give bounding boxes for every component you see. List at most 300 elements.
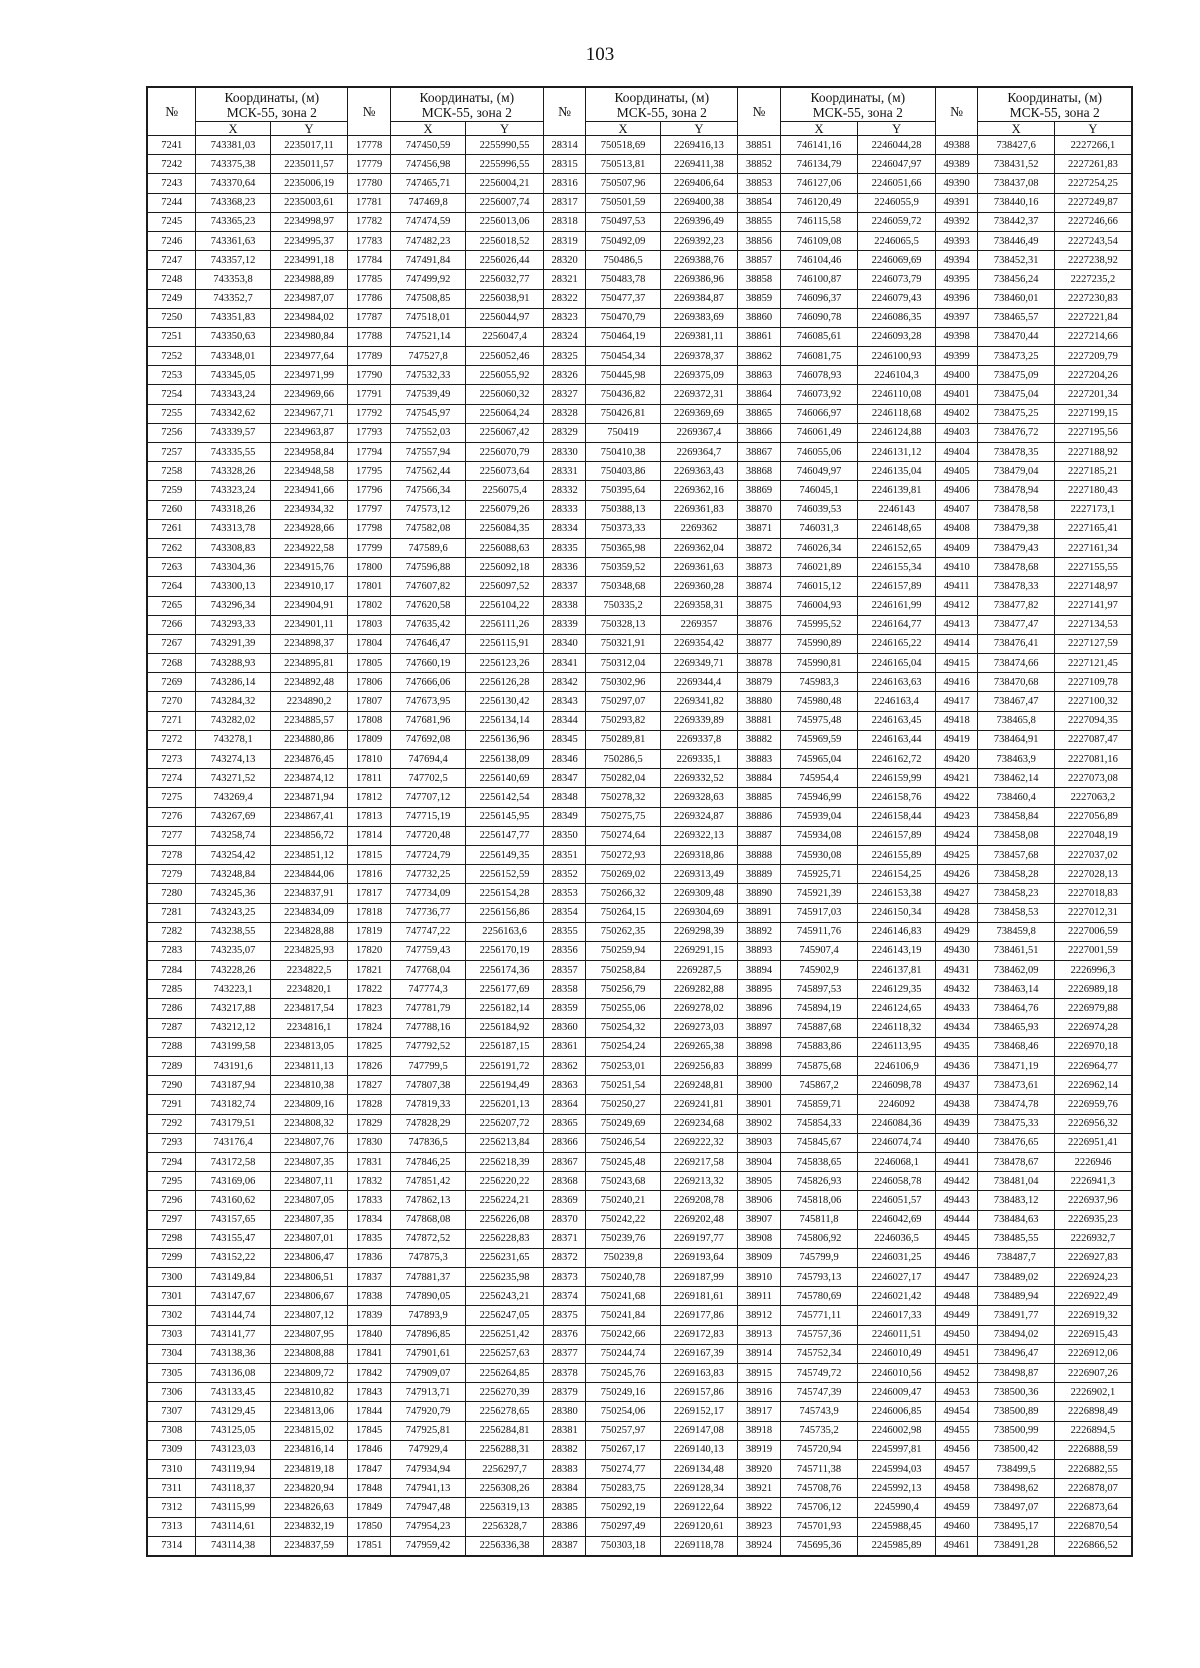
point-number-cell: 7295 xyxy=(147,1172,196,1191)
x-coordinate-cell: 750436,82 xyxy=(586,385,660,404)
y-coordinate-cell: 2256140,69 xyxy=(466,769,544,788)
y-coordinate-cell: 2246073,79 xyxy=(858,270,936,289)
point-number-cell: 28331 xyxy=(543,462,586,481)
point-number-cell: 28333 xyxy=(543,500,586,519)
y-coordinate-cell: 2269372,31 xyxy=(660,385,738,404)
y-coordinate-cell: 2226956,32 xyxy=(1054,1114,1132,1133)
y-coordinate-cell: 2234904,91 xyxy=(270,596,348,615)
y-coordinate-cell: 2256073,64 xyxy=(466,462,544,481)
y-coordinate-cell: 2234815,02 xyxy=(270,1421,348,1440)
point-number-cell: 49397 xyxy=(935,308,978,327)
header-y: Y xyxy=(1054,122,1132,136)
x-coordinate-cell: 743238,55 xyxy=(196,922,270,941)
x-coordinate-cell: 750255,06 xyxy=(586,999,660,1018)
point-number-cell: 17807 xyxy=(348,692,391,711)
point-number-cell: 7293 xyxy=(147,1133,196,1152)
y-coordinate-cell: 2227214,66 xyxy=(1054,327,1132,346)
y-coordinate-cell: 2245988,45 xyxy=(858,1517,936,1536)
y-coordinate-cell: 2269369,69 xyxy=(660,404,738,423)
y-coordinate-cell: 2227087,47 xyxy=(1054,730,1132,749)
table-row xyxy=(147,788,1132,807)
y-coordinate-cell: 2227127,59 xyxy=(1054,634,1132,653)
x-coordinate-cell: 738498,62 xyxy=(978,1479,1055,1498)
point-number-cell: 28366 xyxy=(543,1133,586,1152)
point-number-cell: 38918 xyxy=(738,1421,781,1440)
point-number-cell: 49445 xyxy=(935,1229,978,1248)
point-number-cell: 49411 xyxy=(935,577,978,596)
y-coordinate-cell: 2227148,97 xyxy=(1054,577,1132,596)
y-coordinate-cell: 2269344,4 xyxy=(660,673,738,692)
x-coordinate-cell: 750426,81 xyxy=(586,404,660,423)
table-row xyxy=(147,404,1132,423)
point-number-cell: 7272 xyxy=(147,730,196,749)
x-coordinate-cell: 745875,68 xyxy=(780,1057,858,1076)
x-coordinate-cell: 750388,13 xyxy=(586,500,660,519)
y-coordinate-cell: 2227073,08 xyxy=(1054,769,1132,788)
x-coordinate-cell: 743176,4 xyxy=(196,1133,270,1152)
point-number-cell: 17812 xyxy=(348,788,391,807)
y-coordinate-cell: 2234922,58 xyxy=(270,538,348,557)
y-coordinate-cell: 2234892,48 xyxy=(270,673,348,692)
x-coordinate-cell: 745749,72 xyxy=(780,1364,858,1383)
point-number-cell: 28376 xyxy=(543,1325,586,1344)
x-coordinate-cell: 743115,99 xyxy=(196,1498,270,1517)
point-number-cell: 38863 xyxy=(738,366,781,385)
y-coordinate-cell: 2269273,03 xyxy=(660,1018,738,1037)
x-coordinate-cell: 747707,12 xyxy=(390,788,465,807)
table-row xyxy=(147,1383,1132,1402)
x-coordinate-cell: 747720,48 xyxy=(390,826,465,845)
point-number-cell: 17828 xyxy=(348,1095,391,1114)
point-number-cell: 17815 xyxy=(348,845,391,864)
point-number-cell: 17786 xyxy=(348,289,391,308)
y-coordinate-cell: 2227001,59 xyxy=(1054,941,1132,960)
x-coordinate-cell: 743345,05 xyxy=(196,366,270,385)
point-number-cell: 17819 xyxy=(348,922,391,941)
y-coordinate-cell: 2256170,19 xyxy=(466,941,544,960)
y-coordinate-cell: 2227221,84 xyxy=(1054,308,1132,327)
x-coordinate-cell: 747781,79 xyxy=(390,999,465,1018)
y-coordinate-cell: 2246113,95 xyxy=(858,1037,936,1056)
y-coordinate-cell: 2226866,52 xyxy=(1054,1536,1132,1556)
y-coordinate-cell: 2246163,4 xyxy=(858,692,936,711)
x-coordinate-cell: 745811,8 xyxy=(780,1210,858,1229)
y-coordinate-cell: 2234834,09 xyxy=(270,903,348,922)
x-coordinate-cell: 746026,34 xyxy=(780,538,858,557)
y-coordinate-cell: 2234874,12 xyxy=(270,769,348,788)
x-coordinate-cell: 738474,66 xyxy=(978,654,1055,673)
point-number-cell: 38874 xyxy=(738,577,781,596)
x-coordinate-cell: 738498,87 xyxy=(978,1364,1055,1383)
x-coordinate-cell: 747920,79 xyxy=(390,1402,465,1421)
point-number-cell: 28320 xyxy=(543,251,586,270)
point-number-cell: 49392 xyxy=(935,212,978,231)
x-coordinate-cell: 738431,52 xyxy=(978,155,1055,174)
point-number-cell: 7244 xyxy=(147,193,196,212)
y-coordinate-cell: 2246017,33 xyxy=(858,1306,936,1325)
x-coordinate-cell: 746096,37 xyxy=(780,289,858,308)
x-coordinate-cell: 743125,05 xyxy=(196,1421,270,1440)
point-number-cell: 38870 xyxy=(738,500,781,519)
x-coordinate-cell: 745845,67 xyxy=(780,1133,858,1152)
x-coordinate-cell: 747521,14 xyxy=(390,327,465,346)
x-coordinate-cell: 738458,28 xyxy=(978,865,1055,884)
x-coordinate-cell: 747557,94 xyxy=(390,443,465,462)
y-coordinate-cell: 2234958,84 xyxy=(270,443,348,462)
y-coordinate-cell: 2234809,16 xyxy=(270,1095,348,1114)
y-coordinate-cell: 2256187,15 xyxy=(466,1037,544,1056)
x-coordinate-cell: 747836,5 xyxy=(390,1133,465,1152)
x-coordinate-cell: 743169,06 xyxy=(196,1172,270,1191)
x-coordinate-cell: 738461,51 xyxy=(978,941,1055,960)
y-coordinate-cell: 2269406,64 xyxy=(660,174,738,193)
y-coordinate-cell: 2269222,32 xyxy=(660,1133,738,1152)
point-number-cell: 49422 xyxy=(935,788,978,807)
y-coordinate-cell: 2269361,83 xyxy=(660,500,738,519)
x-coordinate-cell: 750254,06 xyxy=(586,1402,660,1421)
x-coordinate-cell: 745921,39 xyxy=(780,884,858,903)
y-coordinate-cell: 2246055,9 xyxy=(858,193,936,212)
y-coordinate-cell: 2269354,42 xyxy=(660,634,738,653)
table-row xyxy=(147,673,1132,692)
x-coordinate-cell: 738500,89 xyxy=(978,1402,1055,1421)
point-number-cell: 28328 xyxy=(543,404,586,423)
point-number-cell: 17842 xyxy=(348,1364,391,1383)
x-coordinate-cell: 747925,81 xyxy=(390,1421,465,1440)
y-coordinate-cell: 2246098,78 xyxy=(858,1076,936,1095)
y-coordinate-cell: 2234808,88 xyxy=(270,1344,348,1363)
y-coordinate-cell: 2227201,34 xyxy=(1054,385,1132,404)
point-number-cell: 7280 xyxy=(147,884,196,903)
x-coordinate-cell: 747959,42 xyxy=(390,1536,465,1556)
point-number-cell: 49431 xyxy=(935,961,978,980)
y-coordinate-cell: 2234807,05 xyxy=(270,1191,348,1210)
header-coords-label: Координаты, (м) xyxy=(614,89,710,105)
point-number-cell: 38889 xyxy=(738,865,781,884)
point-number-cell: 28326 xyxy=(543,366,586,385)
y-coordinate-cell: 2234806,47 xyxy=(270,1248,348,1267)
y-coordinate-cell: 2246010,56 xyxy=(858,1364,936,1383)
point-number-cell: 7294 xyxy=(147,1152,196,1171)
x-coordinate-cell: 747929,4 xyxy=(390,1440,465,1459)
y-coordinate-cell: 2256220,22 xyxy=(466,1172,544,1191)
x-coordinate-cell: 738465,93 xyxy=(978,1018,1055,1037)
x-coordinate-cell: 738462,09 xyxy=(978,961,1055,980)
x-coordinate-cell: 747474,59 xyxy=(390,212,465,231)
point-number-cell: 28324 xyxy=(543,327,586,346)
x-coordinate-cell: 747539,49 xyxy=(390,385,465,404)
point-number-cell: 49405 xyxy=(935,462,978,481)
x-coordinate-cell: 738462,14 xyxy=(978,769,1055,788)
table-row xyxy=(147,769,1132,788)
point-number-cell: 38860 xyxy=(738,308,781,327)
point-number-cell: 17779 xyxy=(348,155,391,174)
x-coordinate-cell: 738471,19 xyxy=(978,1057,1055,1076)
y-coordinate-cell: 2234991,18 xyxy=(270,251,348,270)
table-row xyxy=(147,577,1132,596)
point-number-cell: 28375 xyxy=(543,1306,586,1325)
table-row xyxy=(147,1364,1132,1383)
y-coordinate-cell: 2256174,36 xyxy=(466,961,544,980)
y-coordinate-cell: 2227048,19 xyxy=(1054,826,1132,845)
y-coordinate-cell: 2269202,48 xyxy=(660,1210,738,1229)
x-coordinate-cell: 747518,01 xyxy=(390,308,465,327)
header-coords-label: Координаты, (м) xyxy=(419,89,515,105)
x-coordinate-cell: 750251,54 xyxy=(586,1076,660,1095)
x-coordinate-cell: 743228,26 xyxy=(196,961,270,980)
x-coordinate-cell: 750239,76 xyxy=(586,1229,660,1248)
y-coordinate-cell: 2269335,1 xyxy=(660,750,738,769)
point-number-cell: 7284 xyxy=(147,961,196,980)
x-coordinate-cell: 750348,68 xyxy=(586,577,660,596)
point-number-cell: 7252 xyxy=(147,347,196,366)
table-row xyxy=(147,174,1132,193)
x-coordinate-cell: 745859,71 xyxy=(780,1095,858,1114)
point-number-cell: 28346 xyxy=(543,750,586,769)
point-number-cell: 28348 xyxy=(543,788,586,807)
point-number-cell: 7271 xyxy=(147,711,196,730)
x-coordinate-cell: 738467,47 xyxy=(978,692,1055,711)
x-coordinate-cell: 743223,1 xyxy=(196,980,270,999)
point-number-cell: 38892 xyxy=(738,922,781,941)
point-number-cell: 7279 xyxy=(147,865,196,884)
y-coordinate-cell: 2269241,81 xyxy=(660,1095,738,1114)
table-row xyxy=(147,212,1132,231)
y-coordinate-cell: 2269118,78 xyxy=(660,1536,738,1556)
x-coordinate-cell: 750240,21 xyxy=(586,1191,660,1210)
point-number-cell: 49418 xyxy=(935,711,978,730)
table-row xyxy=(147,270,1132,289)
point-number-cell: 7261 xyxy=(147,519,196,538)
point-number-cell: 38871 xyxy=(738,519,781,538)
y-coordinate-cell: 2246131,12 xyxy=(858,443,936,462)
x-coordinate-cell: 743172,58 xyxy=(196,1152,270,1171)
y-coordinate-cell: 2246093,28 xyxy=(858,327,936,346)
point-number-cell: 17802 xyxy=(348,596,391,615)
table-row xyxy=(147,826,1132,845)
y-coordinate-cell: 2234807,12 xyxy=(270,1306,348,1325)
point-number-cell: 28330 xyxy=(543,443,586,462)
point-number-cell: 28334 xyxy=(543,519,586,538)
y-coordinate-cell: 2234898,37 xyxy=(270,634,348,653)
point-number-cell: 38861 xyxy=(738,327,781,346)
point-number-cell: 38899 xyxy=(738,1057,781,1076)
y-coordinate-cell: 2234806,51 xyxy=(270,1268,348,1287)
point-number-cell: 38873 xyxy=(738,558,781,577)
point-number-cell: 38876 xyxy=(738,615,781,634)
header-system-label: МСК-55, зона 2 xyxy=(1009,104,1100,120)
x-coordinate-cell: 746061,49 xyxy=(780,423,858,442)
table-row xyxy=(147,1344,1132,1363)
header-x: X xyxy=(390,122,465,136)
x-coordinate-cell: 743258,74 xyxy=(196,826,270,845)
x-coordinate-cell: 738463,14 xyxy=(978,980,1055,999)
x-coordinate-cell: 743199,58 xyxy=(196,1037,270,1056)
x-coordinate-cell: 743282,02 xyxy=(196,711,270,730)
x-coordinate-cell: 750518,69 xyxy=(586,136,660,155)
x-coordinate-cell: 750262,35 xyxy=(586,922,660,941)
y-coordinate-cell: 2226873,64 xyxy=(1054,1498,1132,1517)
x-coordinate-cell: 738458,08 xyxy=(978,826,1055,845)
x-coordinate-cell: 750250,27 xyxy=(586,1095,660,1114)
y-coordinate-cell: 2234837,59 xyxy=(270,1536,348,1556)
point-number-cell: 7251 xyxy=(147,327,196,346)
table-row xyxy=(147,845,1132,864)
y-coordinate-cell: 2234813,06 xyxy=(270,1402,348,1421)
y-coordinate-cell: 2234816,1 xyxy=(270,1018,348,1037)
point-number-cell: 17836 xyxy=(348,1248,391,1267)
point-number-cell: 49425 xyxy=(935,845,978,864)
point-number-cell: 28314 xyxy=(543,136,586,155)
header-system-label: МСК-55, зона 2 xyxy=(616,104,707,120)
point-number-cell: 38915 xyxy=(738,1364,781,1383)
point-number-cell: 7245 xyxy=(147,212,196,231)
point-number-cell: 7265 xyxy=(147,596,196,615)
table-row xyxy=(147,1248,1132,1267)
point-number-cell: 38891 xyxy=(738,903,781,922)
point-number-cell: 28345 xyxy=(543,730,586,749)
x-coordinate-cell: 738458,23 xyxy=(978,884,1055,903)
y-coordinate-cell: 2227235,2 xyxy=(1054,270,1132,289)
point-number-cell: 38917 xyxy=(738,1402,781,1421)
point-number-cell: 28351 xyxy=(543,845,586,864)
y-coordinate-cell: 2226970,18 xyxy=(1054,1037,1132,1056)
point-number-cell: 17792 xyxy=(348,404,391,423)
point-number-cell: 17796 xyxy=(348,481,391,500)
x-coordinate-cell: 745752,34 xyxy=(780,1344,858,1363)
point-number-cell: 7296 xyxy=(147,1191,196,1210)
y-coordinate-cell: 2256038,91 xyxy=(466,289,544,308)
table-row xyxy=(147,462,1132,481)
point-number-cell: 28342 xyxy=(543,673,586,692)
point-number-cell: 7310 xyxy=(147,1459,196,1478)
table-row xyxy=(147,961,1132,980)
table-header xyxy=(147,87,1132,136)
y-coordinate-cell: 2234851,12 xyxy=(270,845,348,864)
point-number-cell: 17845 xyxy=(348,1421,391,1440)
y-coordinate-cell: 2227188,92 xyxy=(1054,443,1132,462)
point-number-cell: 28386 xyxy=(543,1517,586,1536)
y-coordinate-cell: 2246009,47 xyxy=(858,1383,936,1402)
point-number-cell: 7266 xyxy=(147,615,196,634)
x-coordinate-cell: 745780,69 xyxy=(780,1287,858,1306)
x-coordinate-cell: 746115,58 xyxy=(780,212,858,231)
x-coordinate-cell: 738475,25 xyxy=(978,404,1055,423)
point-number-cell: 17805 xyxy=(348,654,391,673)
y-coordinate-cell: 2246157,89 xyxy=(858,826,936,845)
y-coordinate-cell: 2269282,88 xyxy=(660,980,738,999)
point-number-cell: 28338 xyxy=(543,596,586,615)
x-coordinate-cell: 743342,62 xyxy=(196,404,270,423)
y-coordinate-cell: 2269248,81 xyxy=(660,1076,738,1095)
point-number-cell: 49404 xyxy=(935,443,978,462)
x-coordinate-cell: 745701,93 xyxy=(780,1517,858,1536)
x-coordinate-cell: 750497,53 xyxy=(586,212,660,231)
point-number-cell: 17820 xyxy=(348,941,391,960)
point-number-cell: 49414 xyxy=(935,634,978,653)
x-coordinate-cell: 750312,04 xyxy=(586,654,660,673)
header-no: № xyxy=(147,87,196,136)
x-coordinate-cell: 750257,97 xyxy=(586,1421,660,1440)
x-coordinate-cell: 747508,85 xyxy=(390,289,465,308)
point-number-cell: 38859 xyxy=(738,289,781,308)
x-coordinate-cell: 738497,07 xyxy=(978,1498,1055,1517)
x-coordinate-cell: 745990,89 xyxy=(780,634,858,653)
x-coordinate-cell: 745917,03 xyxy=(780,903,858,922)
point-number-cell: 28315 xyxy=(543,155,586,174)
header-coords xyxy=(978,87,1132,122)
x-coordinate-cell: 738457,68 xyxy=(978,845,1055,864)
x-coordinate-cell: 743357,12 xyxy=(196,251,270,270)
x-coordinate-cell: 745939,04 xyxy=(780,807,858,826)
y-coordinate-cell: 2227243,54 xyxy=(1054,231,1132,250)
point-number-cell: 7276 xyxy=(147,807,196,826)
y-coordinate-cell: 2256177,69 xyxy=(466,980,544,999)
y-coordinate-cell: 2256007,74 xyxy=(466,193,544,212)
x-coordinate-cell: 743335,55 xyxy=(196,443,270,462)
x-coordinate-cell: 747545,97 xyxy=(390,404,465,423)
y-coordinate-cell: 2226946 xyxy=(1054,1152,1132,1171)
y-coordinate-cell: 2256319,13 xyxy=(466,1498,544,1517)
x-coordinate-cell: 743288,93 xyxy=(196,654,270,673)
point-number-cell: 28343 xyxy=(543,692,586,711)
y-coordinate-cell: 2246006,85 xyxy=(858,1402,936,1421)
x-coordinate-cell: 750321,91 xyxy=(586,634,660,653)
y-coordinate-cell: 2269291,15 xyxy=(660,941,738,960)
table-row xyxy=(147,1018,1132,1037)
x-coordinate-cell: 750269,02 xyxy=(586,865,660,884)
y-coordinate-cell: 2245985,89 xyxy=(858,1536,936,1556)
x-coordinate-cell: 747941,13 xyxy=(390,1479,465,1498)
y-coordinate-cell: 2226878,07 xyxy=(1054,1479,1132,1498)
x-coordinate-cell: 745735,2 xyxy=(780,1421,858,1440)
y-coordinate-cell: 2269197,77 xyxy=(660,1229,738,1248)
point-number-cell: 7242 xyxy=(147,155,196,174)
y-coordinate-cell: 2226951,41 xyxy=(1054,1133,1132,1152)
y-coordinate-cell: 2269152,17 xyxy=(660,1402,738,1421)
point-number-cell: 17814 xyxy=(348,826,391,845)
table-row xyxy=(147,1191,1132,1210)
y-coordinate-cell: 2234987,07 xyxy=(270,289,348,308)
table-row xyxy=(147,327,1132,346)
point-number-cell: 17840 xyxy=(348,1325,391,1344)
y-coordinate-cell: 2234948,58 xyxy=(270,462,348,481)
point-number-cell: 49427 xyxy=(935,884,978,903)
y-coordinate-cell: 2269411,38 xyxy=(660,155,738,174)
table-row xyxy=(147,1517,1132,1536)
point-number-cell: 49417 xyxy=(935,692,978,711)
x-coordinate-cell: 738446,49 xyxy=(978,231,1055,250)
x-coordinate-cell: 738476,41 xyxy=(978,634,1055,653)
point-number-cell: 28364 xyxy=(543,1095,586,1114)
x-coordinate-cell: 750246,54 xyxy=(586,1133,660,1152)
x-coordinate-cell: 738442,37 xyxy=(978,212,1055,231)
y-coordinate-cell: 2246150,34 xyxy=(858,903,936,922)
x-coordinate-cell: 747635,42 xyxy=(390,615,465,634)
point-number-cell: 7247 xyxy=(147,251,196,270)
x-coordinate-cell: 750286,5 xyxy=(586,750,660,769)
y-coordinate-cell: 2234808,32 xyxy=(270,1114,348,1133)
point-number-cell: 38878 xyxy=(738,654,781,673)
y-coordinate-cell: 2269287,5 xyxy=(660,961,738,980)
point-number-cell: 38853 xyxy=(738,174,781,193)
y-coordinate-cell: 2226979,88 xyxy=(1054,999,1132,1018)
y-coordinate-cell: 2234820,1 xyxy=(270,980,348,999)
point-number-cell: 17847 xyxy=(348,1459,391,1478)
x-coordinate-cell: 747732,25 xyxy=(390,865,465,884)
y-coordinate-cell: 2256018,52 xyxy=(466,231,544,250)
point-number-cell: 7290 xyxy=(147,1076,196,1095)
